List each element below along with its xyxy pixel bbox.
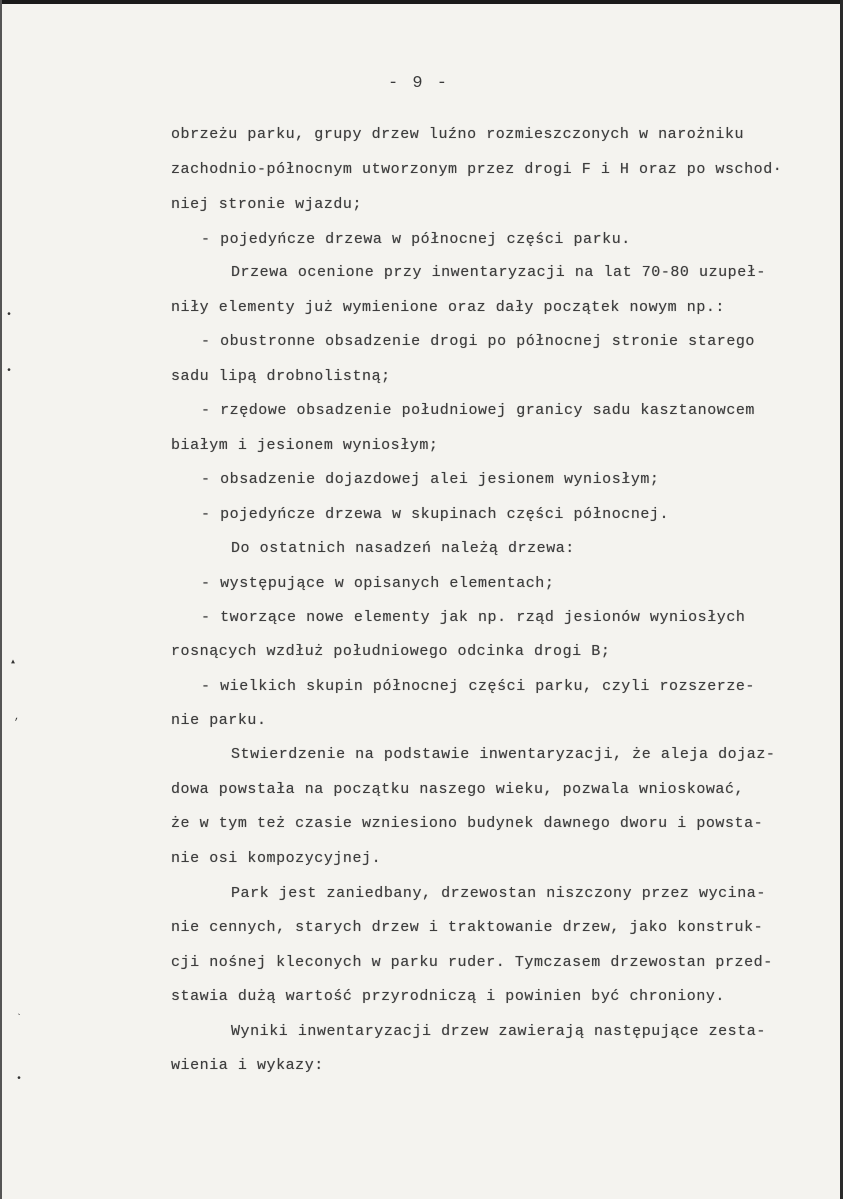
text-line: Park jest zaniedbany, drzewostan niszczony przez wycina- — [231, 885, 766, 902]
text-line: Do ostatnich nasadzeń należą drzewa: — [231, 540, 575, 557]
text-line: że w tym też czasie wzniesiono budynek dawnego dworu i powsta- — [171, 815, 764, 832]
text-line: nie osi kompozycyjnej. — [171, 850, 382, 867]
margin-speck: , — [14, 712, 21, 723]
margin-speck: • — [6, 310, 13, 321]
margin-speck: • — [16, 1074, 23, 1085]
text-line: - występujące w opisanych elementach; — [201, 575, 555, 592]
text-line: stawia dużą wartość przyrodniczą i powinien być chroniony. — [171, 988, 725, 1005]
text-line: Wyniki inwentaryzacji drzew zawierają następujące zesta- — [231, 1023, 766, 1040]
text-line: - wielkich skupin północnej części parku, czyli rozszerze- — [201, 678, 755, 695]
text-line: wienia i wykazy: — [171, 1057, 324, 1074]
text-line: - pojedyńcze drzewa w skupinach części północnej. — [201, 506, 670, 523]
text-line: rosnących wzdłuż południowego odcinka drogi B; — [171, 643, 611, 660]
text-line: sadu lipą drobnolistną; — [171, 368, 391, 385]
text-line: nie parku. — [171, 712, 267, 729]
text-line: obrzeżu parku, grupy drzew luźno rozmieszczonych w narożniku — [171, 126, 745, 143]
scan-top-edge — [0, 0, 843, 4]
text-line: - tworzące nowe elementy jak np. rząd jesionów wyniosłych — [201, 609, 746, 626]
scan-left-edge — [0, 0, 2, 1199]
page-number: - 9 - — [388, 74, 450, 93]
text-line: Stwierdzenie na podstawie inwentaryzacji, że aleja dojaz- — [231, 746, 776, 763]
text-line: Drzewa ocenione przy inwentaryzacji na lat 70-80 uzupeł- — [231, 264, 766, 281]
text-line: cji nośnej kleconych w parku ruder. Tymczasem drzewostan przed- — [171, 954, 773, 971]
text-line: białym i jesionem wyniosłym; — [171, 437, 439, 454]
text-line: dowa powstała na początku naszego wieku, pozwala wnioskować, — [171, 781, 745, 798]
text-line: zachodnio-północnym utworzonym przez drogi F i H oraz po wschod· — [171, 161, 783, 178]
text-line: niej stronie wjazdu; — [171, 196, 363, 213]
text-line: niły elementy już wymienione oraz dały początek nowym np.: — [171, 299, 725, 316]
margin-speck: • — [6, 366, 13, 377]
text-line: - obustronne obsadzenie drogi po północnej stronie starego — [201, 333, 755, 350]
margin-speck: ▴ — [10, 657, 17, 668]
text-line: - obsadzenie dojazdowej alei jesionem wyniosłym; — [201, 471, 660, 488]
text-line: - rzędowe obsadzenie południowej granicy sadu kasztanowcem — [201, 402, 755, 419]
margin-speck: ` — [16, 1014, 23, 1025]
text-line: nie cennych, starych drzew i traktowanie drzew, jako konstruk- — [171, 919, 764, 936]
text-line: - pojedyńcze drzewa w północnej części parku. — [201, 231, 631, 248]
